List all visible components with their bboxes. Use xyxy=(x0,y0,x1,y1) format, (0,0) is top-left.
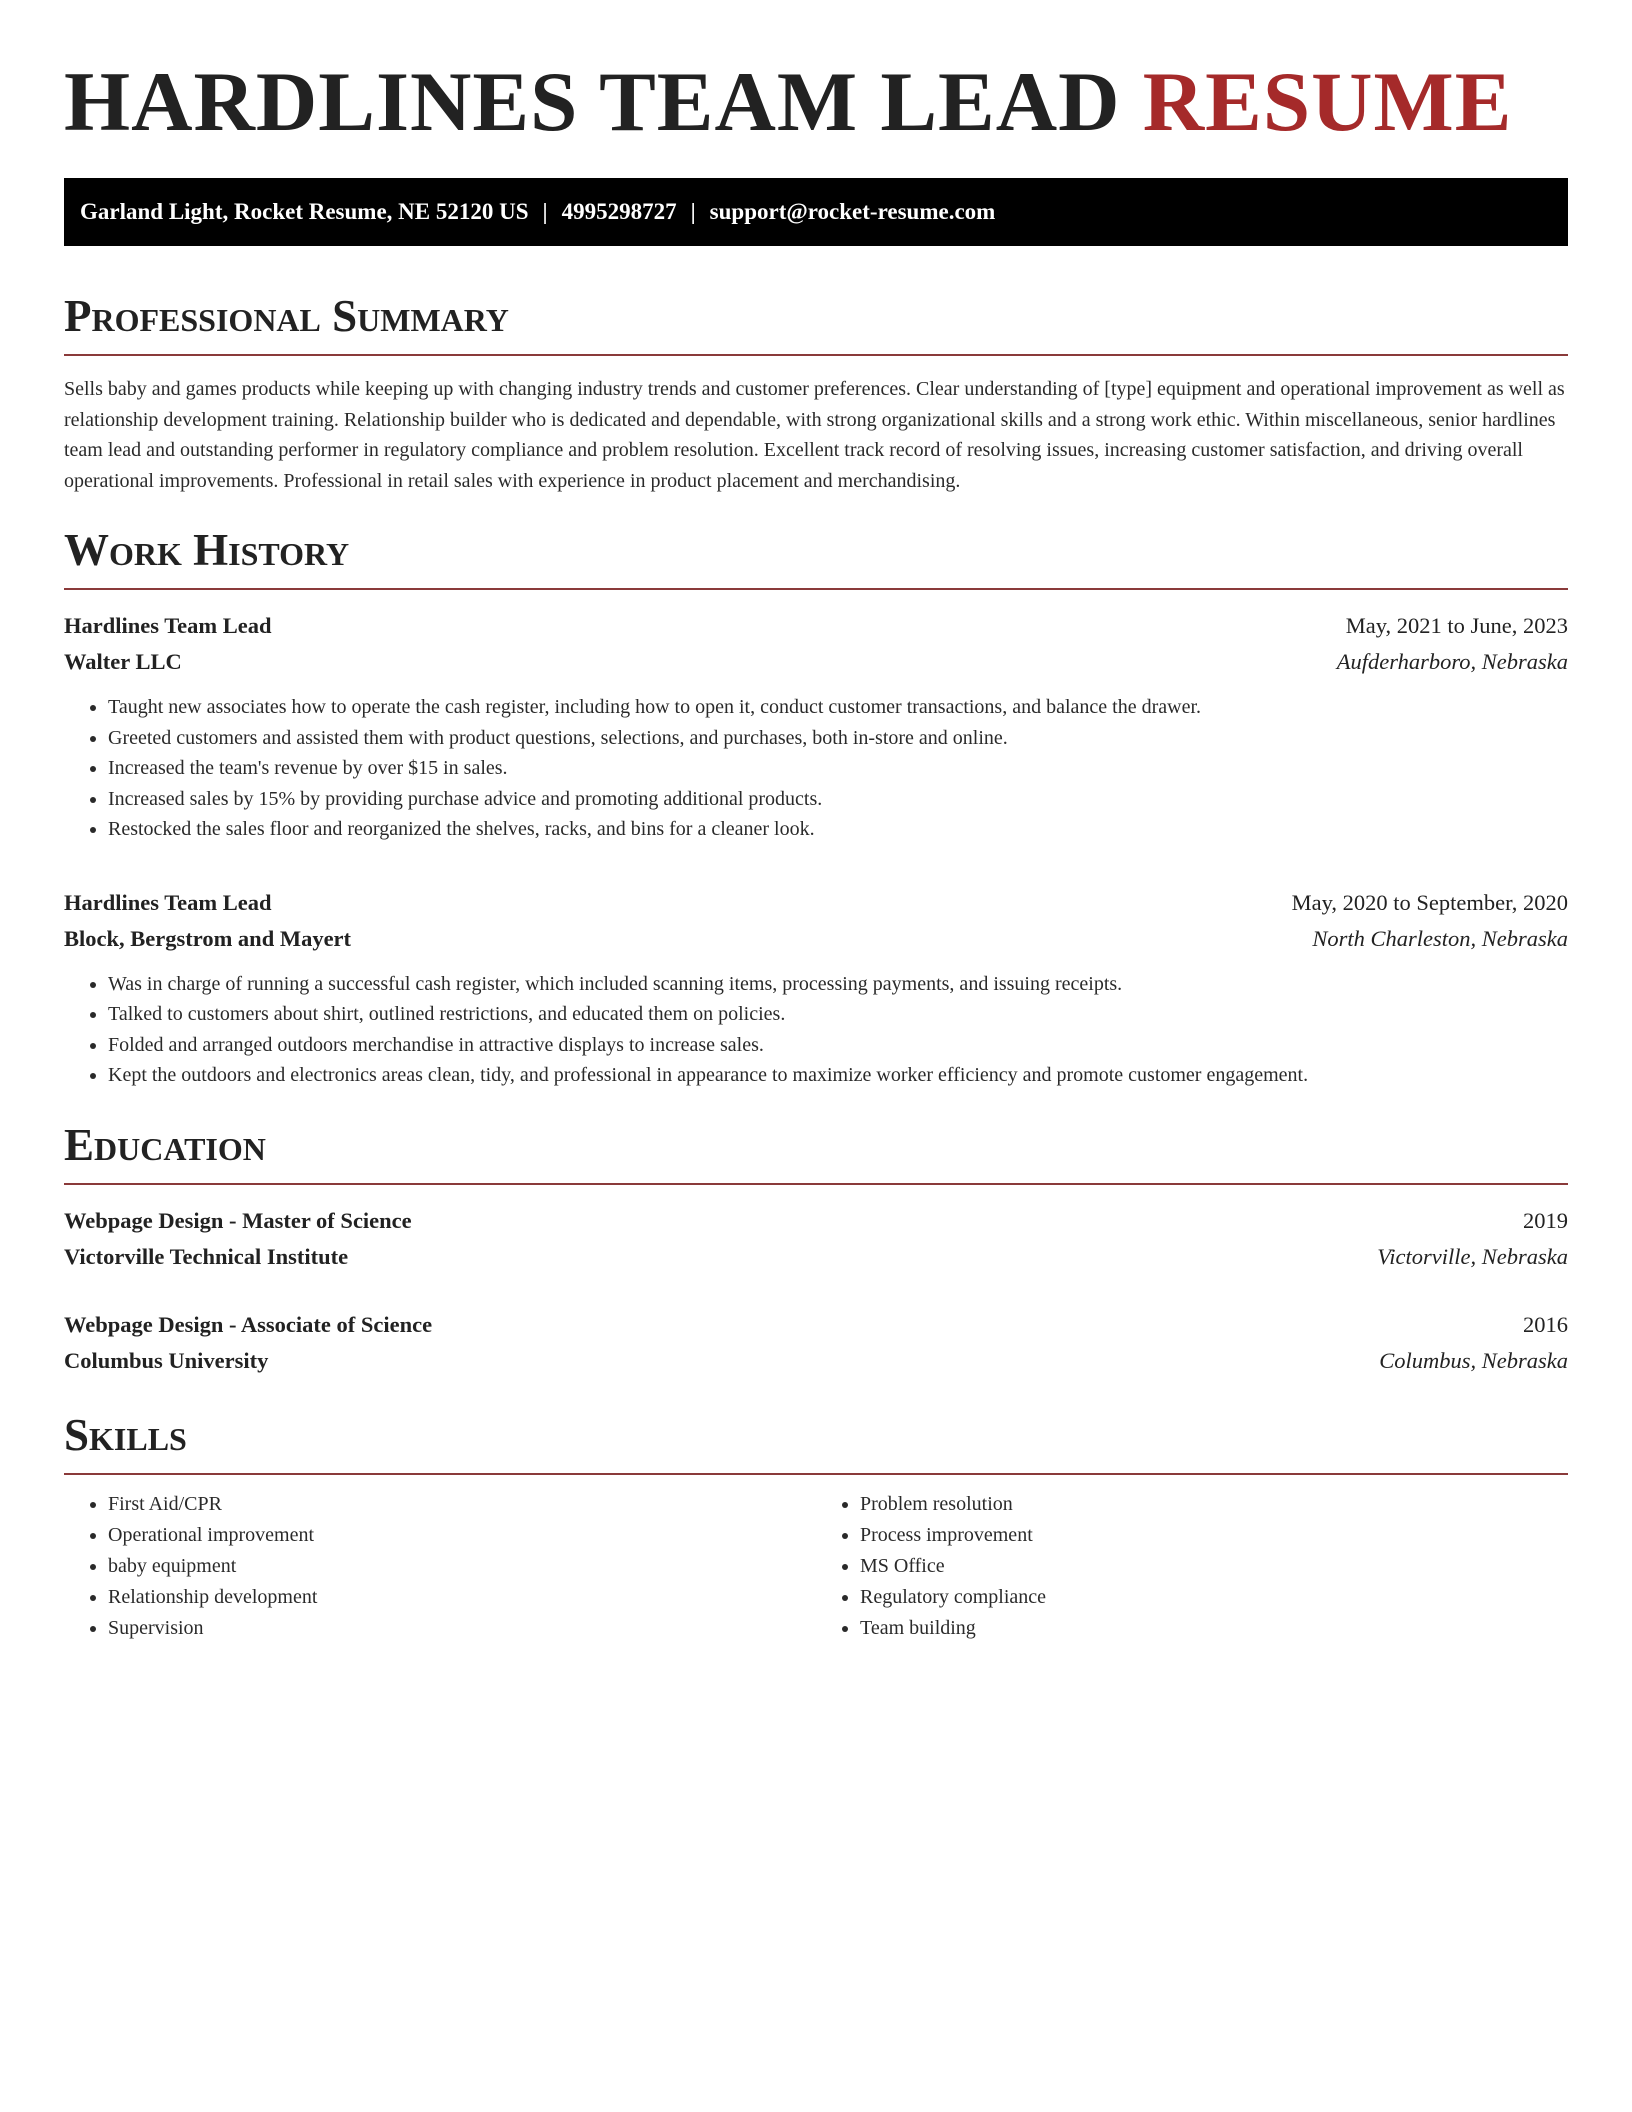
job-bullet: • Increased sales by 15% by providing purchase advice and promoting additional products. xyxy=(108,784,1568,815)
education-entry xyxy=(64,1307,1568,1379)
job-bullet: • Taught new associates how to operate the cash register, including how to open it, conduct customer transactions, and balance the drawer. xyxy=(108,692,1568,723)
education-year: 2019 xyxy=(1523,1207,1568,1233)
education-degree: Webpage Design - Master of Science xyxy=(64,1207,412,1233)
education-year: 2016 xyxy=(1523,1311,1568,1337)
work-history-section xyxy=(64,524,1568,1091)
summary-text: Sells baby and games products while keeping up with changing industry trends and customer preferences. Clear understanding of [type] equipment and operational improvement as well as relationship development training. Relationship builder who is dedicated and dependable, with strong organizational skills and a strong work ethic. Within miscellaneous, senior hardlines team lead and outstanding performer in regulatory compliance and problem resolution. Excellent track record of resolving issues, increasing customer satisfaction, and driving overall operational improvements. Professional in retail sales with experience in product placement and merchandising. xyxy=(64,378,1565,492)
contact-phone: 4995298727 xyxy=(561,199,677,224)
job-role: Hardlines Team Lead xyxy=(64,613,272,638)
contact-separator: | xyxy=(542,199,548,224)
skill-item: • First Aid/CPR xyxy=(108,1489,816,1520)
education-heading: Education xyxy=(64,1119,266,1170)
job-bullet: • Kept the outdoors and electronics areas clean, tidy, and professional in appearance to maximize worker efficiency and promote customer engagement. xyxy=(108,1060,1568,1091)
job-bullet: • Talked to customers about shirt, outlined restrictions, and educated them on policies. xyxy=(108,999,1568,1030)
education-school-row xyxy=(64,1343,1568,1379)
job-bullet: • Greeted customers and assisted them with product questions, selections, and purchases, both in-store and online. xyxy=(108,723,1568,754)
job-role: Hardlines Team Lead xyxy=(64,889,272,915)
education-school-row xyxy=(64,1239,1568,1275)
job-company: Walter LLC xyxy=(64,649,182,674)
contact-address: Garland Light, Rocket Resume, NE 52120 US xyxy=(80,199,529,224)
job-header-row xyxy=(64,885,1568,921)
job-bullets xyxy=(64,969,1568,1091)
job-dates: May, 2021 to June, 2023 xyxy=(1345,613,1568,638)
education-header-row xyxy=(64,1307,1568,1343)
skill-item: • Problem resolution xyxy=(860,1489,1568,1520)
skills-heading: Skills xyxy=(64,1409,187,1460)
job-entry xyxy=(64,608,1568,845)
job-entry xyxy=(64,885,1568,1091)
education-entry xyxy=(64,1203,1568,1275)
job-bullet: • Restocked the sales floor and reorganized the shelves, racks, and bins for a cleaner look. xyxy=(108,814,1568,845)
skill-item: • Team building xyxy=(860,1613,1568,1644)
skill-item: • Regulatory compliance xyxy=(860,1582,1568,1613)
job-header-row xyxy=(64,608,1568,644)
work-history-heading: Work History xyxy=(64,525,350,575)
job-bullet: • Was in charge of running a successful cash register, which included scanning items, processing payments, and issuing receipts. xyxy=(108,969,1568,1000)
education-degree: Webpage Design - Associate of Science xyxy=(64,1311,433,1337)
summary-section xyxy=(64,290,1568,496)
job-bullets xyxy=(64,692,1568,845)
skills-list-left xyxy=(64,1489,816,1644)
job-bullet: • Increased the team's revenue by over $15 in sales. xyxy=(108,753,1568,784)
resume-title xyxy=(64,0,1568,152)
section-divider xyxy=(64,1473,1568,1475)
section-divider xyxy=(64,1183,1568,1185)
contact-bar xyxy=(64,178,1568,246)
skills-list-right xyxy=(816,1489,1568,1644)
title-accent: RESUME xyxy=(1142,55,1513,149)
education-school: Victorville Technical Institute xyxy=(64,1243,349,1269)
education-location: Columbus, Nebraska xyxy=(1379,1347,1568,1373)
job-company: Block, Bergstrom and Mayert xyxy=(64,925,352,951)
title-main: HARDLINES TEAM LEAD xyxy=(64,55,1121,149)
skills-columns xyxy=(64,1489,1568,1644)
education-section xyxy=(64,1119,1568,1379)
skill-item: • Supervision xyxy=(108,1613,816,1644)
contact-separator: | xyxy=(690,199,696,224)
job-company-row xyxy=(64,921,1568,957)
skill-item: • baby equipment xyxy=(108,1551,816,1582)
skill-item: • Operational improvement xyxy=(108,1520,816,1551)
skill-item: • Relationship development xyxy=(108,1582,816,1613)
contact-email: support@rocket-resume.com xyxy=(709,199,996,224)
section-divider xyxy=(64,354,1568,356)
skills-section xyxy=(64,1409,1568,1644)
education-location: Victorville, Nebraska xyxy=(1377,1243,1568,1269)
job-company-row xyxy=(64,644,1568,680)
job-location: Aufderharboro, Nebraska xyxy=(1336,649,1568,674)
job-bullet: • Folded and arranged outdoors merchandise in attractive displays to increase sales. xyxy=(108,1030,1568,1061)
summary-heading: Professional Summary xyxy=(64,291,509,341)
education-school: Columbus University xyxy=(64,1347,269,1373)
section-divider xyxy=(64,588,1568,590)
job-dates: May, 2020 to September, 2020 xyxy=(1291,889,1568,915)
job-location: North Charleston, Nebraska xyxy=(1312,925,1568,951)
skill-item: • Process improvement xyxy=(860,1520,1568,1551)
education-header-row xyxy=(64,1203,1568,1239)
skill-item: • MS Office xyxy=(860,1551,1568,1582)
